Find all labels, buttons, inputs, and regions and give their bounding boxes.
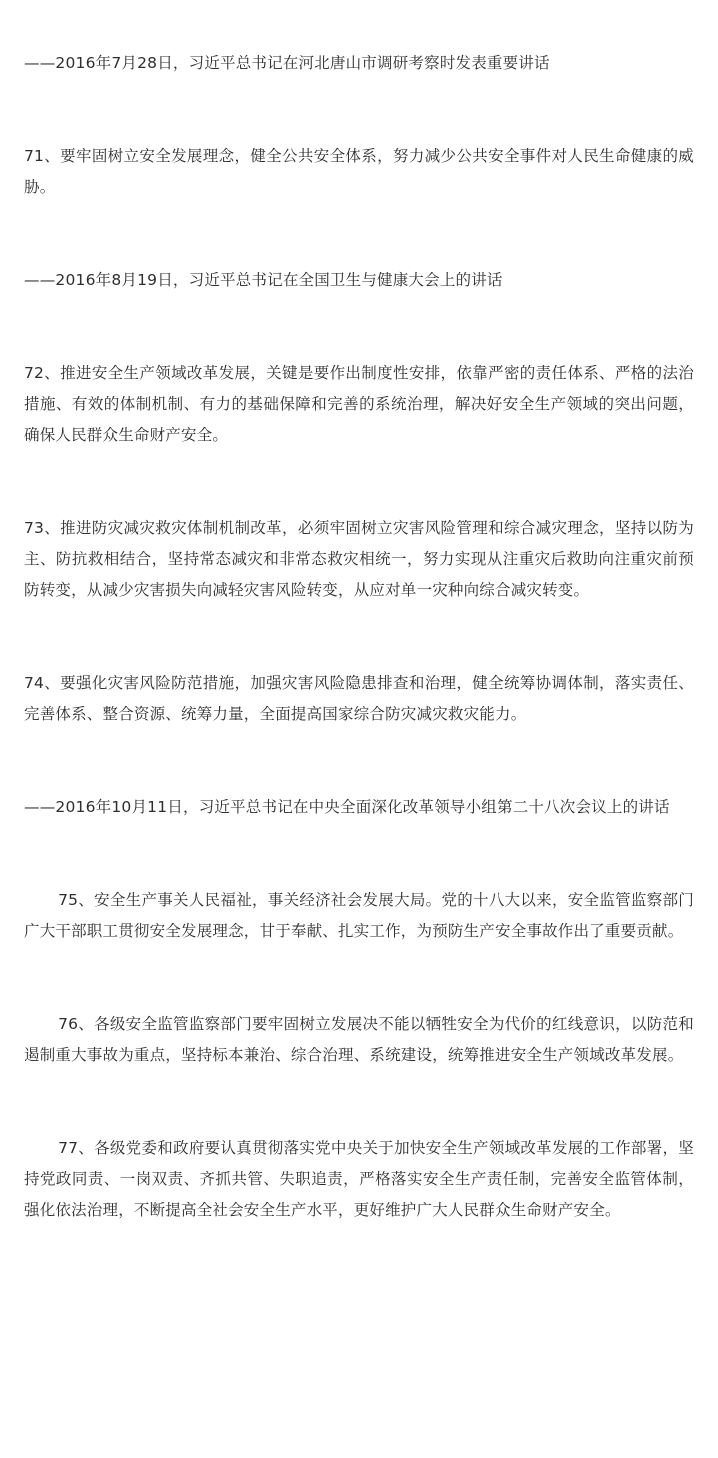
item-74: 74、要强化灾害风险防范措施，加强灾害风险隐患排查和治理，健全统筹协调体制，落实责任、完善体系、整合资源、统筹力量，全面提高国家综合防灾减灾救灾能力。: [24, 674, 694, 723]
source-line-1: ——2016年7月28日，习近平总书记在河北唐山市调研考察时发表重要讲话: [24, 54, 550, 72]
item-71: 71、要牢固树立安全发展理念，健全公共安全体系，努力减少公共安全事件对人民生命健康的威胁。: [24, 147, 694, 196]
item-77-block: [24, 1133, 694, 1226]
item-75-block: [24, 885, 694, 947]
item-71-block: [24, 141, 694, 203]
source-line-2-block: [24, 265, 694, 296]
item-77: 77、各级党委和政府要认真贯彻落实党中央关于加快安全生产领域改革发展的工作部署，坚持党政同责、一岗双责、齐抓共管、失职追责，严格落实安全生产责任制，完善安全监管体制，强化依法治理，不断提高全社会安全生产水平，更好维护广大人民群众生命财产安全。: [24, 1139, 694, 1219]
source-line-2: ——2016年8月19日，习近平总书记在全国卫生与健康大会上的讲话: [24, 271, 503, 289]
item-75: 75、安全生产事关人民福祉，事关经济社会发展大局。党的十八大以来，安全监管监察部门广大干部职工贯彻安全发展理念，甘于奉献、扎实工作，为预防生产安全事故作出了重要贡献。: [24, 891, 694, 940]
item-73-block: [24, 513, 694, 606]
item-76: 76、各级安全监管监察部门要牢固树立发展决不能以牺牲安全为代价的红线意识，以防范和遏制重大事故为重点，坚持标本兼治、综合治理、系统建设，统筹推进安全生产领域改革发展。: [24, 1015, 694, 1064]
source-line-1-block: [24, 48, 694, 79]
source-line-3: ——2016年10月11日，习近平总书记在中央全面深化改革领导小组第二十八次会议上的讲话: [24, 798, 670, 816]
item-74-block: [24, 668, 694, 730]
item-73: 73、推进防灾减灾救灾体制机制改革，必须牢固树立灾害风险管理和综合减灾理念，坚持以防为主、防抗救相结合，坚持常态减灾和非常态救灾相统一，努力实现从注重灾后救助向注重灾前预防转变，从减少灾害损失向减轻灾害风险转变，从应对单一灾种向综合减灾转变。: [24, 519, 694, 599]
source-line-3-block: [24, 792, 694, 823]
item-72-block: [24, 358, 694, 451]
item-76-block: [24, 1009, 694, 1071]
item-72: 72、推进安全生产领域改革发展，关键是要作出制度性安排，依靠严密的责任体系、严格的法治措施、有效的体制机制、有力的基础保障和完善的系统治理，解决好安全生产领域的突出问题，确保人民群众生命财产安全。: [24, 364, 694, 444]
